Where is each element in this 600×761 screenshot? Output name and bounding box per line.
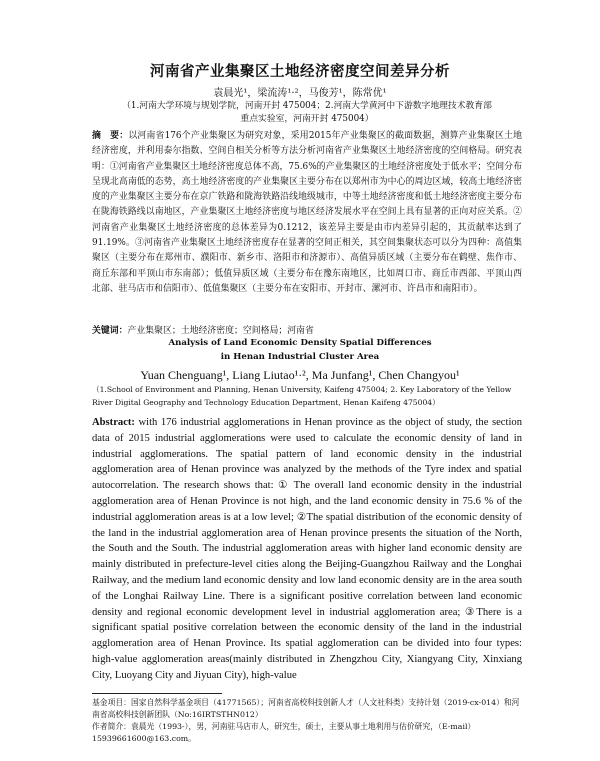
english-abstract-text: with 176 industrial agglomerations in Henan province as the object of study, the section data of 2015 industrial agglomerations were used to calculate the economic density of land in industrial agglomerations. The spatial pattern of land economic density in the industrial agglomeration area of Henan province was analyzed by the methods of the Tyre index and spatial autocorrelation. The research shows that: ① The overall land economic density in the industrial agglomeration area of Henan Province is not high, and the land economic density in 75.6 % of the industrial agglomeration areas is at a low level; ②The spatial distribution of the economic density of the land in the industrial agglomeration area of Henan province presents the situation of the North, the South and the South. The industrial agglomeration areas with higher land economic density are mainly distributed in prefecture-level cities along the Beijing-Guangzhou Railway and the Longhai Railway, and the medium land economic density and low land economic density are in the area south of the Longhai Railway Line. There is a significant positive correlation between land economic density and regional economic development level in industrial agglomeration area; ③There is a significant spatial positive correlation between the economic density of the land in the industrial agglomeration area of Henan Province. Its spatial agglomeration can be divided into four types: high-value agglomeration areas(mainly distributed in Zhengzhou City, Xiangyang City, Xinxiang City, Luoyang City and Jiyuan City), high-value [92, 417, 522, 681]
chinese-abstract-text: 以河南省176个产业集聚区为研究对象，采用2015年产业集聚区的截面数据，测算产业集聚区土地经济密度，并利用泰尔指数、空间自相关分析等方法分析河南省产业集聚区土地经济密度的空间格局。研究表明：①河南省产业集聚区土地经济密度总体不高，75.6%的产业集聚区的土地经济密度处于低水平；空间分布呈现北高南低的态势，高土地经济密度的产业集聚区主要分布在以郑州市为中心的周边区域，较高土地经济密度的产业集聚区主要分布在京广铁路和陇海铁路沿线地级城市，中等土地经济密度和低土地经济密度主要分布在陇海铁路线以南地区，产业集聚区土地经济密度与地区经济发展水平在空间上具有显著的正向对应关系。②河南省产业集聚区土地经济密度的总体差异为0.1212，该差异主要是由市内差异引起的，其贡献率达到了91.19%。③河南省产业集聚区土地经济密度存在显著的空间正相关，其空间集聚状态可以分为四种：高值集聚区（主要分布在郑州市、濮阳市、新乡市、洛阳市和济源市）、高值异质区域（主要分布在鹤壁、焦作市、商丘东部和平顶山市东南部）；低值异质区域（主要分布在豫东南地区，比如周口市、商丘市西部、平顶山西北部、驻马店市和信阳市）、低值集聚区（主要分布在安阳市、开封市、漯河市、许昌市和南阳市）。 [92, 131, 522, 294]
chinese-abstract-label: 摘 要： [92, 131, 129, 141]
english-title-line-1: Analysis of Land Economic Density Spatial Differences [168, 338, 432, 348]
chinese-keywords-text: 产业集聚区；土地经济密度；空间格局；河南省 [127, 326, 314, 336]
english-abstract-label: Abstract: [92, 417, 135, 428]
chinese-keywords [92, 323, 522, 336]
chinese-keywords-label: 关键词： [92, 326, 128, 336]
footnote-divider [92, 693, 222, 694]
english-title [0, 337, 600, 364]
chinese-authors: 袁晨光¹，梁流涛¹·²，马俊芳¹，陈常优¹ [213, 88, 387, 99]
footnote: 基金项目：国家自然科学基金项目（41771565）；河南省高校科技创新人才（人文社科类）支持计划（2019-cx-014）和河南省高校科技创新团队（No:16IRTSTHN012） 作者简介：袁晨光（1993-），男，河南驻马店市人，研究生，硕士，主要从事土地利用与估价研究，（E-mail）15939661600@163.com。 [92, 698, 520, 743]
chinese-title: 河南省产业集聚区土地经济密度空间差异分析 [150, 64, 450, 80]
english-title-line-2: in Henan Industrial Cluster Area [220, 351, 380, 362]
chinese-abstract [92, 129, 522, 297]
english-authors: Yuan Chenguang¹, Liang Liutao¹·², Ma Junfang¹, Chen Changyou¹ [140, 368, 460, 382]
english-abstract [92, 415, 522, 684]
english-affiliation: （1.School of Environment and Planning, Henan University, Kaifeng 475004; 2. Key Laboratory of the Yellow River Digital Geography and Technology Education Department, Henan Kaifeng 475004） [92, 385, 512, 407]
chinese-affiliation: （1.河南大学环境与规划学院，河南开封 475004；2.河南大学黄河中下游数字地理技术教育部重点实验室，河南开封 475004） [122, 101, 492, 124]
